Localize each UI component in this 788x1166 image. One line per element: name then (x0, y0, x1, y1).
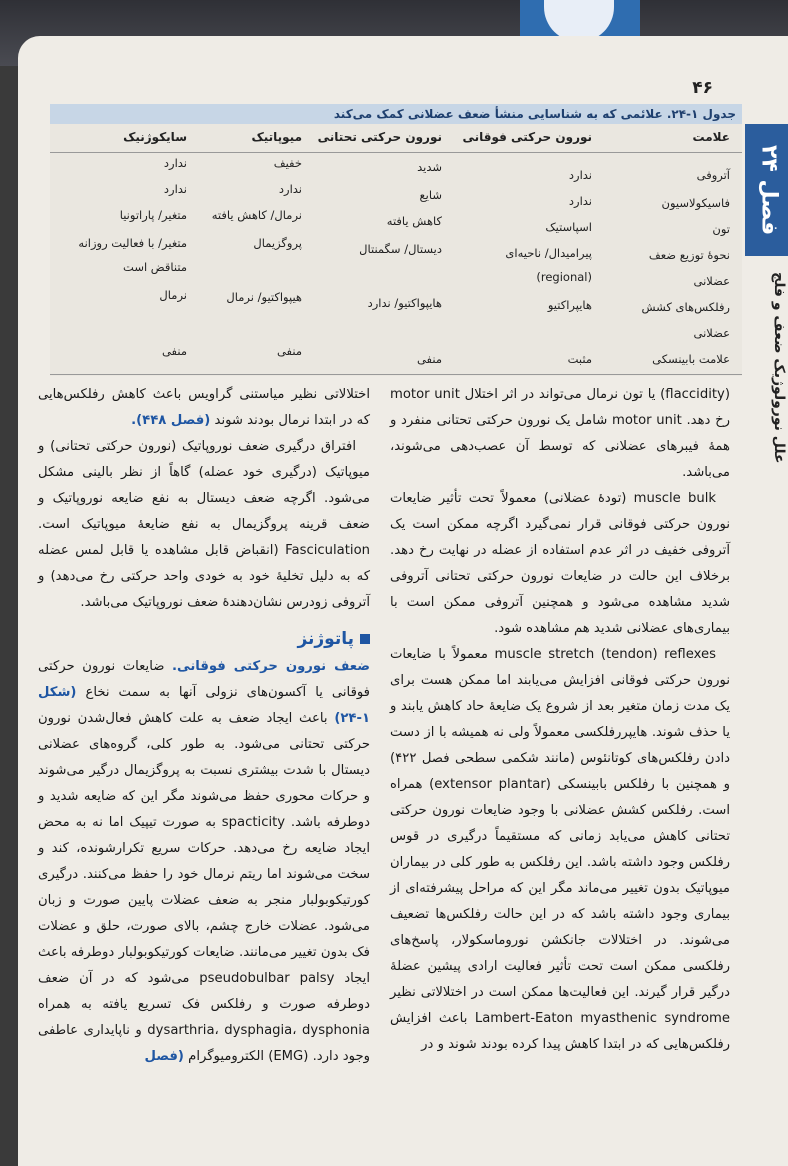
table-cell: عضلانی (693, 274, 730, 288)
table-cell: منفی (276, 344, 302, 358)
section-heading (38, 626, 370, 652)
table-cell: ندارد (278, 182, 302, 196)
table-cell: پروگزیمال (253, 236, 302, 250)
table-cell: فاسیکولاسیون (661, 196, 730, 210)
paragraph: muscle stretch (tendon) reflexes معمولاً با ضایعات نورون حرکتی فوقانی افزایش می‌یابند اما ممکن هست برای یک مدت زمان متغیر بعد از شروع یک ضایعۀ حاد کاهش یابند و یا حذف شوند. هایپررفلکسی معمولاً ولی نه همیشه با از دست دادن رفلکس‌های کوتانئوس (مانند شکمی سطحی فصل ۴۲۲) و همچنین با رفلکس بابینسکی (extensor plantar) همراه است. رفلکس کشش عضلانی با وجود ضایعات نورون حرکتی تحتانی کاهش می‌یابد زمانی که مستقیماً درگیری در قوس رفلکس وجود داشته باشد. این رفلکس به طور کلی در بیماران میوپاتیک بدون تغییر می‌ماند مگر این که مراحل پیشرفته‌ای از بیماری وجود داشته باشد که در این حالت رفلکس‌ها تضعیف می‌شوند. در اختلالات جانکشن نوروماسکولار، پاسخ‌های رفلکسی ممکن است تحت تأثیر فعالیت ارادی پیشین عضلۀ درگیر قرار گیرند. این فعالیت‌ها ممکن است در اختلالاتی نظیر Lambert-Eaton myasthenic syndrome باعث افزایش رفلکس‌هایی که در ابتدا کاهش پیدا کرده بودند شوند و در (390, 647, 731, 1052)
table-cell: ندارد (163, 156, 187, 170)
table-cell: منفی (416, 352, 442, 366)
table-cell: متغیر/ پاراتونیا (119, 208, 187, 222)
subheading: ضعف نورون حرکتی فوقانی. (172, 659, 370, 674)
table-header-row (50, 126, 742, 153)
left-text-column (38, 382, 370, 1070)
table-header: نورون حرکتی فوقانی (462, 130, 592, 144)
figure-reference: (شکل ۱-۲۴) (38, 685, 370, 726)
table-caption: جدول ۱-۲۴. علائمی که به شناسایی منشأ ضعف عضلانی کمک می‌کند (50, 104, 742, 124)
chapter-reference: (فصل ۴۴۸). (131, 413, 211, 428)
table-cell: شایع (419, 188, 442, 202)
table-cell: متناقض است (123, 260, 187, 274)
paragraph: muscle bulk (تودۀ عضلانی) معمولاً تحت تأثیر ضایعات نورون حرکتی فوقانی قرار نمی‌گیرد اگرچه ممکن است یک آتروفی خفیف در اثر عدم استفاده از عضله در نهایت رخ دهد. برخلاف این حالت در ضایعات نورون حرکتی تحتانی آتروفی شدید مشاهده می‌شود و همچنین آتروفی ممکن است با بیماری‌های عضلانی شدید هم مشاهده شود. (390, 491, 730, 636)
table-cell: پیرامیدال/ ناحیه‌ای (505, 246, 592, 260)
table-cell: اسپاستیک (545, 220, 592, 234)
table-cell: عضلانی (693, 326, 730, 340)
table-cell: متغیر/ با فعالیت روزانه (78, 236, 187, 250)
chapter-reference: (فصل (144, 1049, 184, 1064)
table-cell: هیپواکتیو/ نرمال (226, 290, 302, 304)
paragraph (38, 382, 370, 434)
table-cell: خفیف (273, 156, 302, 170)
paragraph: (flaccidity) یا تون نرمال می‌تواند در اثر اختلال motor unit رخ دهد. motor unit شامل یک نورون حرکتی تحتانی منفرد و همۀ فیبرهای عضلانی که توسط آن عصب‌دهی می‌شوند، می‌باشد. (390, 387, 730, 480)
table-header: میوپاتیک (251, 130, 302, 144)
table-cell: تون (712, 222, 730, 236)
table-cell: ندارد (568, 194, 592, 208)
symptom-table (50, 104, 742, 376)
table-cell: علامت بابینسکی (652, 352, 730, 366)
table-cell: دیستال/ سگمنتال (359, 242, 442, 256)
table-cell: نرمال/ کاهش یافته (211, 208, 302, 222)
table-header: سایکوژنیک (123, 130, 187, 144)
table-cell: مثبت (567, 352, 592, 366)
paragraph: افتراق درگیری ضعف نوروپاتیک (نورون حرکتی تحتانی) و میوپاتیک (درگیری خود عضله) گاهاً از نظر بالینی مشکل می‌شود. اگرچه ضعف دیستال به نفع ضایعه نوروپاتیک و ضعف قرینه پروگزیمال به نفع ضایعهٔ میوپاتیک است. Fasciculation (انقباض قابل مشاهده یا قابل لمس عضله که به دلیل تخلیهٔ خود به خودی واحد حرکتی رخ می‌دهد) و آتروفی زودرس نشان‌دهندهٔ ضعف نوروپاتیک می‌باشد. (38, 439, 370, 610)
table-bottom-rule (50, 374, 742, 375)
table-cell: نحوۀ توزیع ضعف (648, 248, 730, 262)
table-header: علامت (692, 130, 730, 144)
book-page (18, 36, 788, 1166)
square-bullet-icon (360, 634, 370, 644)
chapter-title: علل نورولوژیک ضعف و فلج (771, 272, 787, 464)
paragraph-text: اختلالاتی نظیر میاستنی گراویس باعث کاهش رفلکس‌هایی که در ابتدا نرمال بودند شوند (38, 387, 370, 428)
chapter-tab-label: فصل ۲۴ (756, 144, 782, 236)
paragraph (38, 654, 370, 1070)
table-cell: نرمال (159, 288, 187, 302)
right-text-column (390, 382, 730, 1058)
table-cell: آتروفی (696, 168, 730, 182)
table-cell: ندارد (163, 182, 187, 196)
table-cell: رفلکس‌های کشش (641, 300, 730, 314)
table-cell: (regional) (536, 270, 592, 284)
table-cell: ندارد (568, 168, 592, 182)
paragraph-text: ضایعات نورون حرکتی فوقانی یا آکسون‌های نزولی آنها به سمت نخاع (38, 659, 370, 700)
table-cell: هایپراکتیو (547, 298, 592, 312)
paragraph-text: باعث ایجاد ضعف به علت کاهش فعال‌شدن نورون حرکتی تحتانی می‌شود. به طور کلی، گروه‌های عضلانی دیستال با شدت بیشتری نسبت به پروگزیمال درگیر می‌شوند و حرکات محوری حفظ می‌شوند مگر این که ضایعه شدید و دوطرفه باشد. spacticity به صورت تیپیک اما نه به محض ایجاد ضایعه رخ می‌دهد. حرکات سریع تکرارشونده، کند و سخت می‌شوند اما ریتم نرمال خود را حفظ می‌کنند. درگیری کورتیکوبولبار منجر به ضعف عضلات پایین صورت و زبان می‌شود. عضلات خارج چشم، بالای صورت، حلق و عضلات فک بدون تغییر می‌مانند. ضایعات کورتیکوبولبار دوطرفه باعث ایجاد pseudobulbar palsy می‌شود که در آن ضعف دوطرفه صورت و رفلکس فک تسریع یافته به همراه dysarthria، dysphagia، dysphonia و ناپایداری عاطفی وجود دارد. (EMG) الکترومیوگرام (38, 711, 371, 1064)
section-heading-text: پاتوژنز (297, 629, 354, 649)
page-number: ۴۶ (692, 78, 713, 98)
table-header: نورون حرکتی تحتانی (317, 130, 442, 144)
table-cell: شدید (417, 160, 442, 174)
table-cell: کاهش یافته (386, 214, 442, 228)
chapter-tab (745, 124, 788, 256)
table-cell: هایپواکتیو/ ندارد (367, 296, 442, 310)
table-cell: منفی (161, 344, 187, 358)
